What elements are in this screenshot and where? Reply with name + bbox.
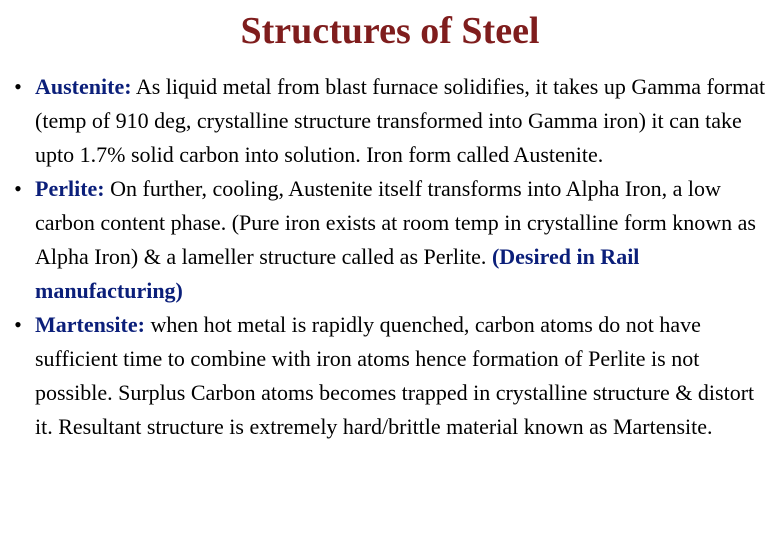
bullet-emphasis: (Desired in Rail manufacturing) xyxy=(35,244,640,303)
bullet-text: As liquid metal from blast furnace solidifies, it takes up Gamma format (temp of 910 deg, crystalline structure transformed into Gamma iron) it can take upto 1.7% solid carbon into solution. Iron form called Austenite. xyxy=(35,74,766,167)
bullet-perlite xyxy=(8,172,770,308)
bullet-term: Martensite: xyxy=(35,312,145,337)
slide-title: Structures of Steel xyxy=(240,10,540,52)
bullet-list xyxy=(8,70,770,444)
bullet-term: Perlite: xyxy=(35,176,105,201)
bullet-marker: • xyxy=(14,312,22,337)
bullet-term: Austenite: xyxy=(35,74,132,99)
bullet-austenite xyxy=(8,70,770,172)
bullet-marker: • xyxy=(14,176,22,201)
bullet-text: when hot metal is rapidly quenched, carbon atoms do not have sufficient time to combine with iron atoms hence formation of Perlite is not possible. Surplus Carbon atoms becomes trapped in crystalline structure & distort it. Resultant structure is extremely hard/brittle material known as Martensite. xyxy=(35,312,755,439)
bullet-text: On further, cooling, Austenite itself transforms into Alpha Iron, a low carbon content phase. (Pure iron exists at room temp in crystalline form known as Alpha Iron) & a lameller structure called as Perlite. xyxy=(35,176,756,269)
bullet-martensite xyxy=(8,308,770,444)
bullet-marker: • xyxy=(14,74,22,99)
